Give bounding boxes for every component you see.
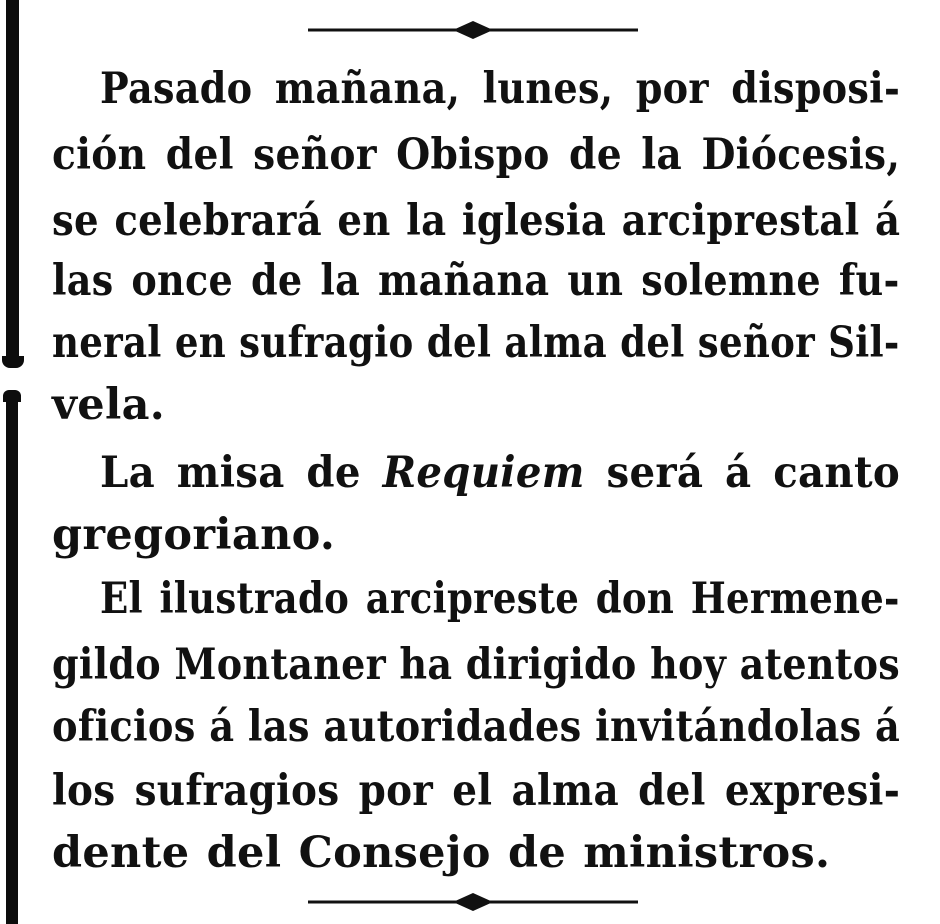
paragraph-1-line-3: se celebrará en la iglesia arciprestal á xyxy=(52,196,901,246)
paragraph-2-text-after: será á canto xyxy=(606,448,901,498)
paragraph-3-line-2: gildo Montaner ha dirigido hoy atentos xyxy=(52,640,900,690)
paragraph-1-line-6: vela. xyxy=(52,380,166,430)
paragraph-1-line-5: neral en sufragio del alma del señor Sil- xyxy=(52,318,900,368)
paragraph-3-line-3: oficios á las autoridades invitándolas á xyxy=(52,702,901,752)
paragraph-1-line-1: Pasado mañana, lunes, por disposi- xyxy=(100,64,901,114)
paragraph-1-line-2: ción del señor Obispo de la Diócesis, xyxy=(52,130,901,180)
paragraph-3-line-4: los sufragios por el alma del expresi- xyxy=(52,766,901,816)
paragraph-2-text-before: La misa de xyxy=(100,448,361,498)
paragraph-2-line-1 xyxy=(100,448,901,498)
column-rule-lower xyxy=(6,392,18,924)
paragraph-2-line-2: gregoriano. xyxy=(52,510,336,560)
bottom-ornament-separator xyxy=(308,891,638,913)
paragraph-2-italic-word: Requiem xyxy=(382,448,585,498)
top-ornament-separator xyxy=(308,19,638,41)
paragraph-3-line-1: El ilustrado arcipreste don Hermene- xyxy=(100,574,900,624)
paragraph-3-line-5: dente del Consejo de ministros. xyxy=(52,828,831,878)
paragraph-1-line-4: las once de la mañana un solemne fu- xyxy=(52,256,900,306)
column-rule-upper xyxy=(6,0,19,362)
